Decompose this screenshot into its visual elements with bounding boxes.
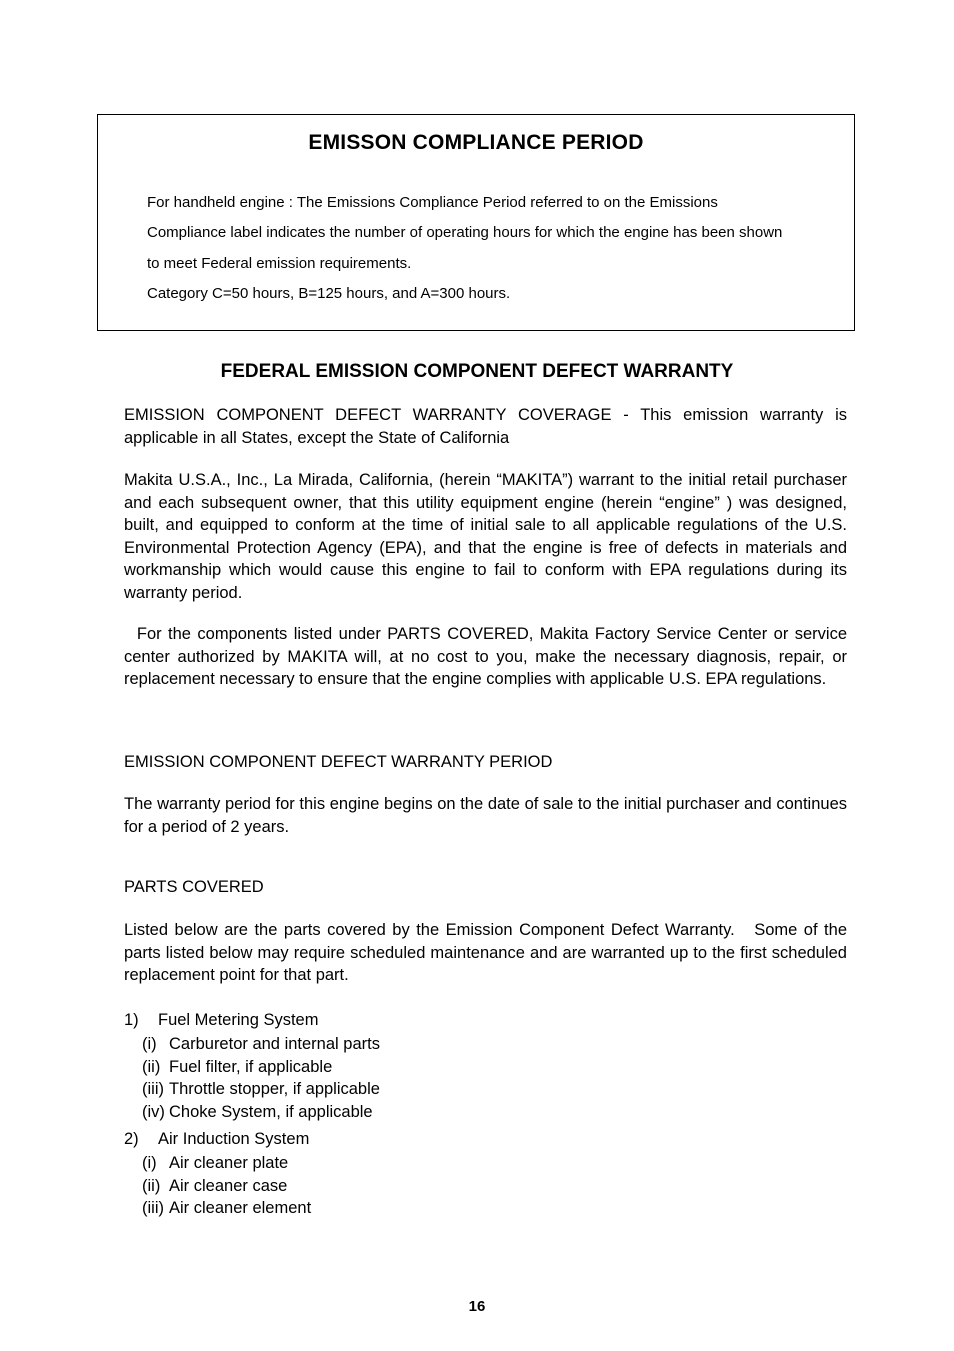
box-line: For handheld engine : The Emissions Compliance Period referred to on the Emissions xyxy=(147,194,718,211)
item-number: (ii) xyxy=(142,1177,161,1195)
item-number: (iii) xyxy=(142,1080,164,1098)
item-label: Air Induction System xyxy=(158,1130,310,1148)
period-paragraph: The warranty period for this engine begins on the date of sale to the initial purchaser and continues for a period of 2 years. xyxy=(124,795,847,836)
item-number: (i) xyxy=(142,1035,157,1053)
item-number: (iv) xyxy=(142,1103,165,1121)
components-paragraph: For the components listed under PARTS COVERED, Makita Factory Service Center or service center authorized by MAKITA will, at no cost to you, make the necessary diagnosis, repair, or replacement necessary to ensure that the engine complies with applicable U.S. EPA regulations. xyxy=(124,625,852,689)
item-number: 1) xyxy=(124,1011,139,1029)
compliance-period-box xyxy=(97,114,855,331)
parts-intro-paragraph: Listed below are the parts covered by the Emission Component Defect Warranty. Some of the parts listed below may require scheduled maintenance and are warranted up to the first scheduled replacement point for that part. xyxy=(124,921,852,985)
box-title: EMISSON COMPLIANCE PERIOD xyxy=(308,131,644,154)
item-number: (ii) xyxy=(142,1058,161,1076)
box-line: Category C=50 hours, B=125 hours, and A=300 hours. xyxy=(147,285,511,302)
box-line: to meet Federal emission requirements. xyxy=(147,255,412,272)
item-label: Air cleaner case xyxy=(169,1177,288,1195)
item-number: 2) xyxy=(124,1130,139,1148)
page-number: 16 xyxy=(468,1298,486,1315)
item-label: Throttle stopper, if applicable xyxy=(169,1080,380,1098)
makita-paragraph: Makita U.S.A., Inc., La Mirada, California, (herein “MAKITA”) warrant to the initial retail purchaser and each subsequent owner, that this utility equipment engine (herein “engine” ) was designed, built, and equipped to conform at the time of initial sale to all applicable regulations of the U.S. Environmental Protection Agency (EPA), and that the engine is free of defects in materials and workmanship which would cause this engine to fail to conform with EPA regulations during its warranty period. xyxy=(124,471,847,602)
box-line: Compliance label indicates the number of operating hours for which the engine has been shown xyxy=(147,224,783,241)
item-label: Choke System, if applicable xyxy=(169,1103,373,1121)
item-label: Fuel Metering System xyxy=(158,1011,319,1029)
item-label: Air cleaner plate xyxy=(169,1154,289,1172)
warranty-heading: FEDERAL EMISSION COMPONENT DEFECT WARRANTY xyxy=(220,361,734,382)
item-number: (iii) xyxy=(142,1199,164,1217)
coverage-paragraph: EMISSION COMPONENT DEFECT WARRANTY COVERAGE - This emission warranty is applicable in all States, except the State of California xyxy=(124,406,847,447)
period-heading: EMISSION COMPONENT DEFECT WARRANTY PERIOD xyxy=(124,753,553,771)
item-label: Fuel filter, if applicable xyxy=(169,1058,333,1076)
item-label: Air cleaner element xyxy=(169,1199,312,1217)
item-number: (i) xyxy=(142,1154,157,1172)
item-label: Carburetor and internal parts xyxy=(169,1035,380,1053)
parts-heading: PARTS COVERED xyxy=(124,878,264,896)
